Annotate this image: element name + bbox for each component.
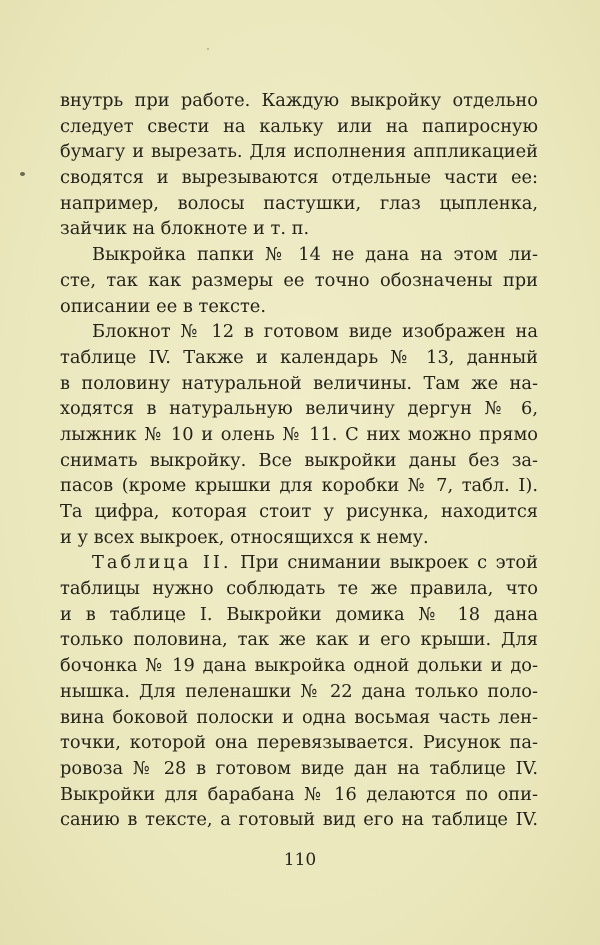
text-line: и у всех выкроек, относящихся к нему. xyxy=(60,526,429,548)
text-line: таблице IV. Также и календарь № 13, данный xyxy=(60,346,538,368)
table-ii-text: При снимании выкроек с этой xyxy=(231,552,538,574)
text-line: ровоза № 28 в готовом виде дан на таблице IV. xyxy=(60,757,538,779)
text-line: точки, которой она перевязывается. Рисунок па- xyxy=(60,732,538,754)
text-line: снимать выкройку. Все выкройки даны без за- xyxy=(60,449,538,471)
text-line: санию в тексте, а готовый вид его на таблице IV. xyxy=(60,809,538,831)
text-line: в половину натуральной величины. Там же на- xyxy=(60,372,538,394)
page-number: 110 xyxy=(283,850,317,870)
body-text xyxy=(60,88,538,833)
text-line: Выкройка папки № 14 не дана на этом ли- xyxy=(92,244,538,266)
text-line: бочонка № 19 дана выкройка одной дольки и до- xyxy=(60,655,538,677)
text-line: зайчик на блокноте и т. п. xyxy=(60,218,310,240)
text-line: лыжник № 10 и олень № 11. С них можно прямо xyxy=(60,423,538,445)
text-line: вина боковой полоски и одна восьмая часть лен- xyxy=(60,706,538,728)
text-line: например, волосы пастушки, глаз цыпленка, xyxy=(60,192,538,214)
text-line: нышка. Для пеленашки № 22 дана только поло- xyxy=(60,680,538,702)
table-ii-heading: Таблица II. xyxy=(92,552,232,574)
text-line: таблицы нужно соблюдать те же правила, что xyxy=(60,578,538,600)
text-line: и в таблице I. Выкройки домика № 18 дана xyxy=(60,603,538,625)
text-line: пасов (кроме крышки для коробки № 7, табл. I). xyxy=(60,475,538,497)
ink-speck xyxy=(20,172,25,176)
text-line: внутрь при работе. Каждую выкройку отдельно xyxy=(60,90,538,111)
text-line: сводятся и вырезываются отдельные части ее: xyxy=(60,167,538,189)
text-line: Блокнот № 12 в готовом виде изображен на xyxy=(92,321,538,343)
text-line-table-ii xyxy=(60,550,538,576)
text-line: бумагу и вырезать. Для исполнения аппликацией xyxy=(60,141,538,163)
ink-speck xyxy=(207,48,209,50)
text-line: только половина, так же как и его крыши. Для xyxy=(60,629,538,651)
text-line: сте, так как размеры ее точно обозначены при xyxy=(60,269,538,291)
text-line: Та цифра, которая стоит у рисунка, находится xyxy=(60,501,538,522)
text-line: описании ее в тексте. xyxy=(60,295,266,317)
text-line: следует свести на кальку или на папиросную xyxy=(60,115,538,137)
text-line: ходятся в натуральную величину дергун № 6, xyxy=(60,398,538,420)
text-line: Выкройки для барабана № 16 делаются по опи- xyxy=(60,783,538,805)
